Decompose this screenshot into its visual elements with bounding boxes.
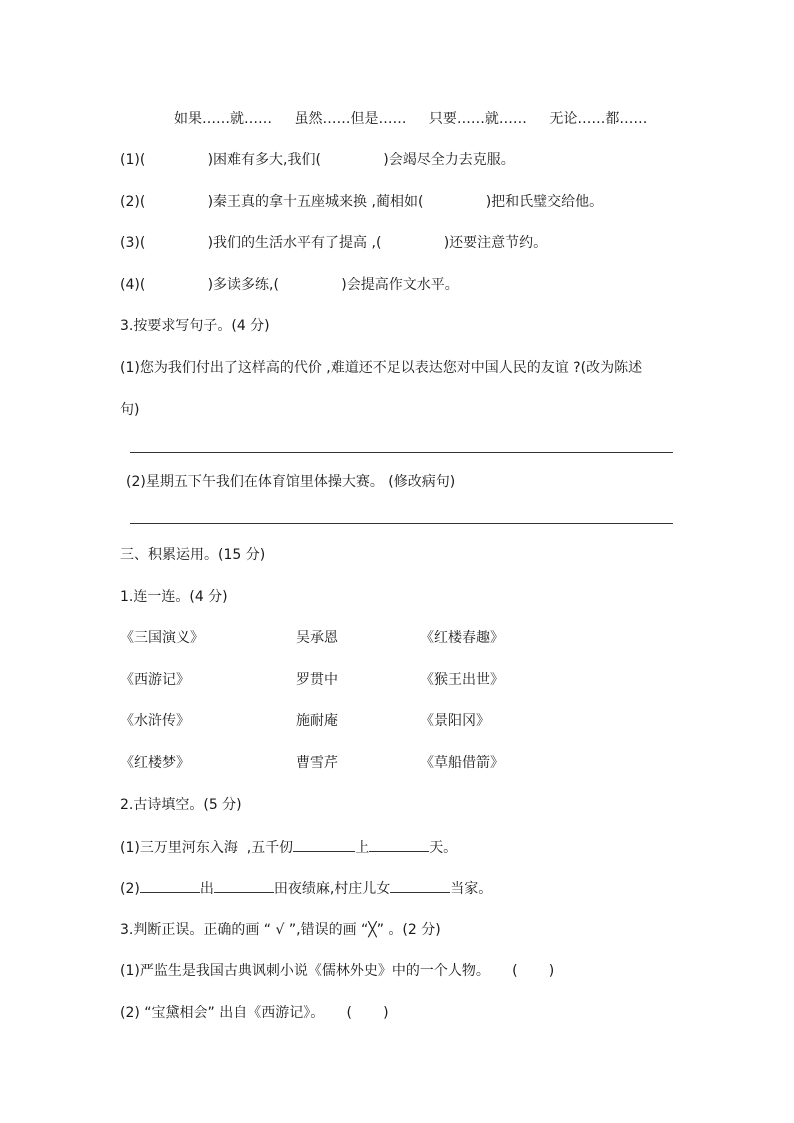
question-3-item-1-cont: 句) bbox=[120, 402, 140, 418]
match-book-2: 《西游记》 bbox=[120, 672, 190, 688]
poem-2-part-d: 当家。 bbox=[450, 881, 493, 897]
conjunction-3: 只要……就…… bbox=[428, 111, 527, 127]
question-3-title: 3.按要求写句子。(4 分) bbox=[120, 318, 270, 334]
poem-blank-3[interactable] bbox=[140, 878, 200, 893]
match-book-4: 《红楼梦》 bbox=[120, 755, 190, 771]
poem-2-part-c: 田夜绩麻,村庄儿女 bbox=[273, 881, 391, 897]
match-story-3: 《景阳冈》 bbox=[420, 713, 490, 729]
poem-1-part-b: 上 bbox=[355, 840, 370, 856]
match-story-2: 《猴王出世》 bbox=[420, 672, 504, 688]
question-3b-title: 3.判断正误。正确的画 “ √ ”,错误的画 “╳” 。(2 分) bbox=[120, 922, 441, 938]
question-2-title: 2.古诗填空。(5 分) bbox=[120, 797, 242, 813]
match-story-1: 《红楼春趣》 bbox=[420, 630, 504, 646]
poem-line-2 bbox=[120, 878, 492, 899]
poem-2-part-b: 出 bbox=[199, 881, 214, 897]
poem-1-part-a: (1)三万里河东入海 ,五千仞 bbox=[120, 840, 294, 856]
question-3-item-2: (2)星期五下午我们在体育馆里体操大赛。 (修改病句) bbox=[126, 474, 456, 490]
poem-blank-2[interactable] bbox=[369, 837, 429, 852]
judge-item-1: (1)严监生是我国古典讽刺小说《儒林外史》中的一个人物。 ( ) bbox=[120, 963, 555, 979]
match-author-4: 曹雪芹 bbox=[296, 755, 338, 771]
poem-blank-5[interactable] bbox=[390, 878, 450, 893]
fill-sentence-3: (3)( )我们的生活水平有了提高 ,( )还要注意节约。 bbox=[120, 235, 548, 251]
conjunction-options bbox=[174, 108, 665, 128]
judge-item-2: (2) “宝黛相会” 出自《西游记》。 ( ) bbox=[120, 1005, 389, 1021]
poem-blank-1[interactable] bbox=[293, 837, 355, 852]
match-author-1: 吴承恩 bbox=[296, 630, 338, 646]
match-author-3: 施耐庵 bbox=[296, 713, 338, 729]
match-book-1: 《三国演义》 bbox=[120, 630, 204, 646]
section-3-title: 三、积累运用。(15 分) bbox=[120, 547, 266, 563]
fill-sentence-4: (4)( )多读多练,( )会提高作文水平。 bbox=[120, 277, 459, 293]
match-story-4: 《草船借箭》 bbox=[420, 755, 504, 771]
question-1-title: 1.连一连。(4 分) bbox=[120, 589, 228, 605]
answer-line-2[interactable] bbox=[130, 523, 673, 524]
conjunction-2: 虽然……但是…… bbox=[294, 111, 407, 127]
conjunction-1: 如果……就…… bbox=[174, 111, 272, 127]
match-book-3: 《水浒传》 bbox=[120, 713, 190, 729]
poem-2-part-a: (2) bbox=[120, 881, 140, 897]
poem-line-1 bbox=[120, 837, 457, 858]
question-3-item-1: (1)您为我们付出了这样高的代价 ,难道还不足以表达您对中国人民的友谊 ?(改为陈述 bbox=[120, 360, 643, 376]
poem-1-part-c: 天。 bbox=[429, 840, 458, 856]
fill-sentence-1: (1)( )困难有多大,我们( )会竭尽全力去克服。 bbox=[120, 152, 515, 168]
poem-blank-4[interactable] bbox=[214, 878, 274, 893]
match-author-2: 罗贯中 bbox=[296, 672, 338, 688]
answer-line-1[interactable] bbox=[130, 452, 673, 453]
fill-sentence-2: (2)( )秦王真的拿十五座城来换 ,蔺相如( )把和氏璧交给他。 bbox=[120, 194, 604, 210]
conjunction-4: 无论……都…… bbox=[549, 111, 648, 127]
